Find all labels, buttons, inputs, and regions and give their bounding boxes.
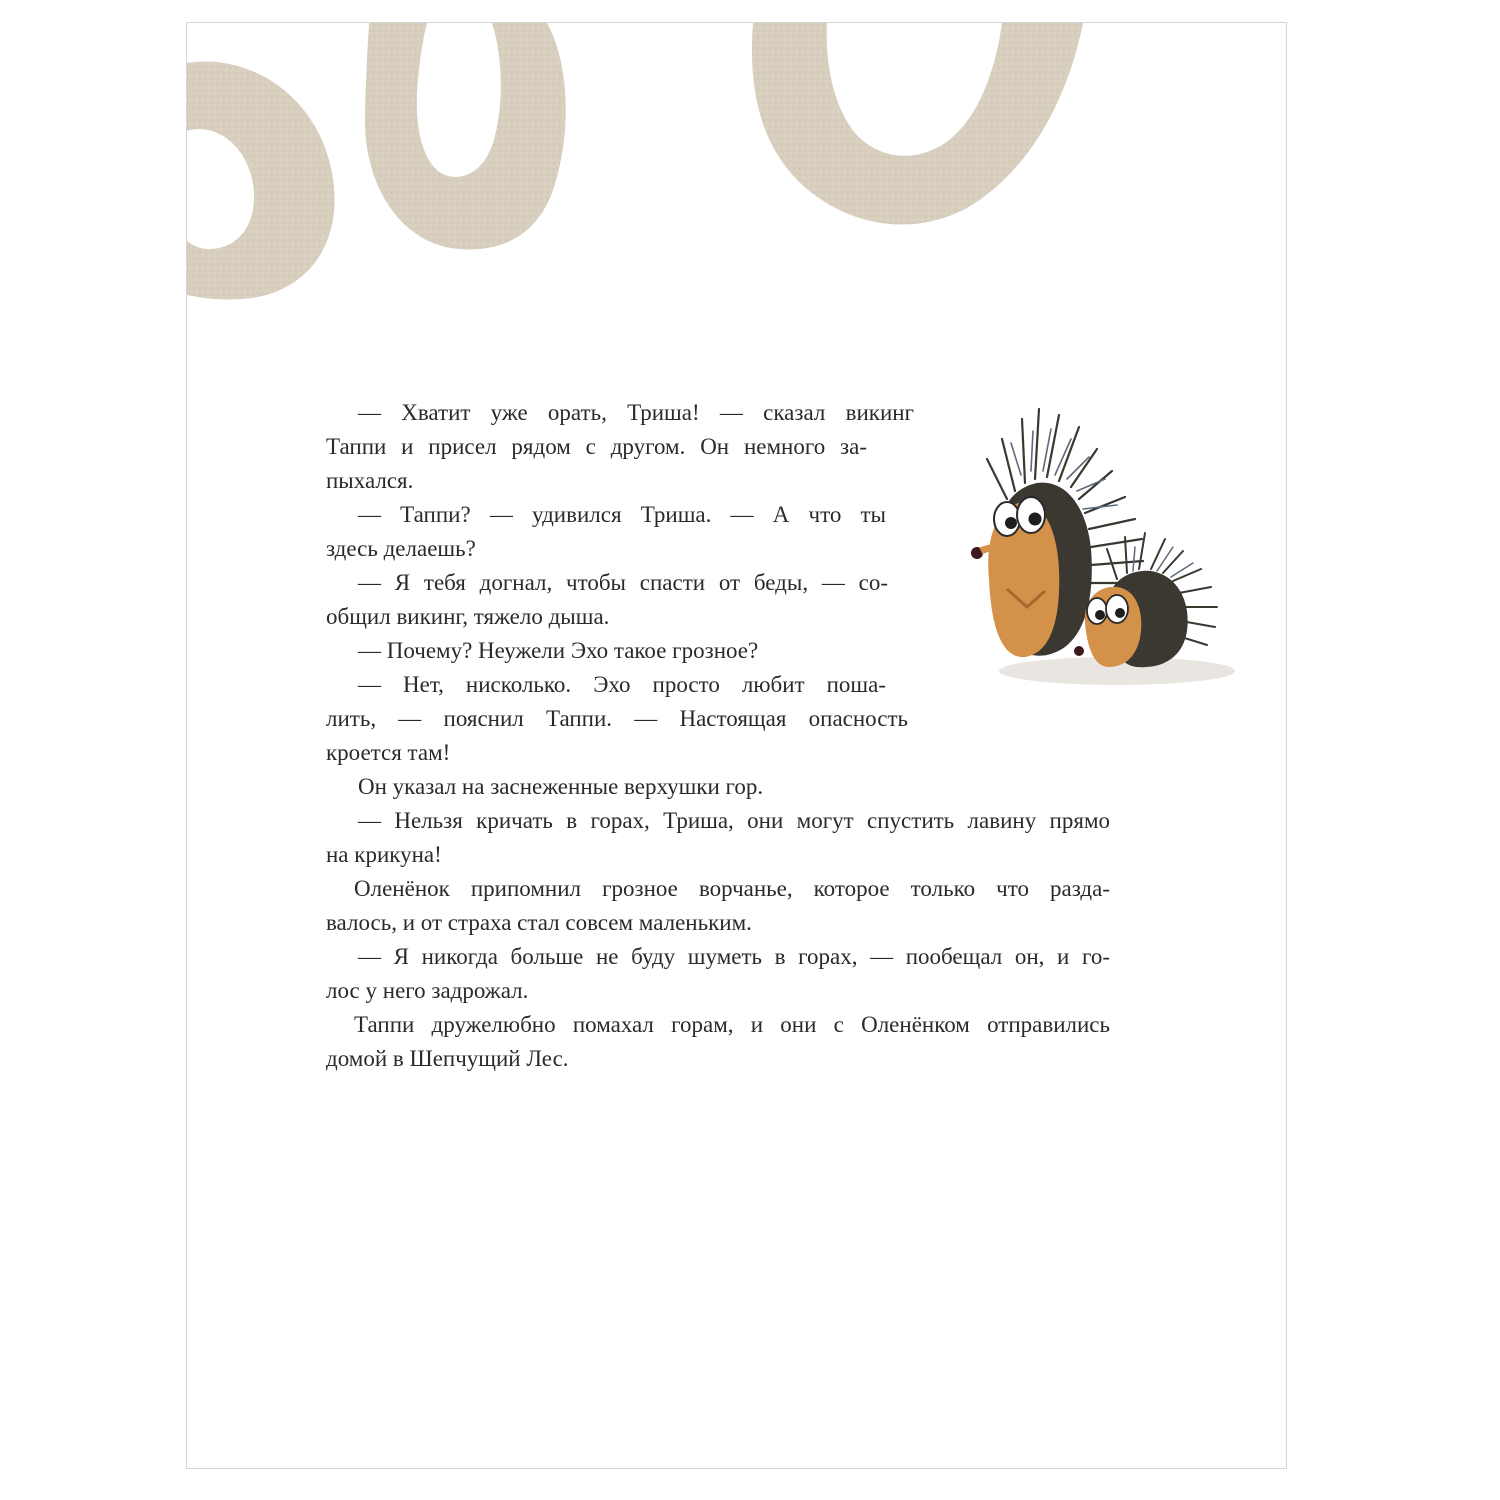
- cardboard-o-right: [752, 23, 1083, 224]
- text-line-15: Оленёнок припомнил грозное ворчанье, которое только что разда-: [354, 876, 1110, 901]
- text-line-4: — Таппи? — удивился Триша. — А что ты: [358, 502, 886, 527]
- text-line-19: Таппи дружелюбно помахал горам, и они с Оленёнком отправились: [354, 1012, 1110, 1037]
- text-line-17: — Я никогда больше не буду шуметь в горах, — пообещал он, и го-: [358, 944, 1110, 969]
- text-line-16: валось, и от страха стал совсем маленьким.: [326, 910, 752, 935]
- text-line-2: Таппи и присел рядом с другом. Он немного за-: [326, 434, 867, 459]
- text-line-5: здесь делаешь?: [326, 536, 476, 561]
- text-line-12: Он указал на заснеженные верхушки гор.: [358, 774, 764, 799]
- cardboard-o-middle: [365, 23, 566, 249]
- text-line-6: — Я тебя догнал, чтобы спасти от беды, — со-: [358, 570, 888, 595]
- text-line-8: — Почему? Неужели Эхо такое грозное?: [358, 638, 759, 663]
- text-line-14: на крикуна!: [326, 842, 442, 867]
- cardboard-o-left: [187, 61, 335, 299]
- text-line-20: домой в Шепчущий Лес.: [326, 1046, 569, 1071]
- text-line-13: — Нельзя кричать в горах, Триша, они могут спустить лавину прямо: [358, 808, 1110, 833]
- book-page: [186, 22, 1287, 1469]
- text-line-10: лить, — пояснил Таппи. — Настоящая опасность: [326, 706, 908, 731]
- text-line-3: пыхался.: [326, 468, 414, 493]
- story-text: [326, 396, 1126, 1076]
- cardboard-letters-o-icon: [187, 23, 1287, 323]
- text-line-18: лос у него задрожал.: [326, 978, 529, 1003]
- text-line-1: — Хватит уже орать, Триша! — сказал викинг: [358, 400, 914, 425]
- text-line-11: кроется там!: [326, 740, 451, 765]
- text-line-9: — Нет, нисколько. Эхо просто любит поша-: [358, 672, 886, 697]
- text-line-7: общил викинг, тяжело дыша.: [326, 604, 610, 629]
